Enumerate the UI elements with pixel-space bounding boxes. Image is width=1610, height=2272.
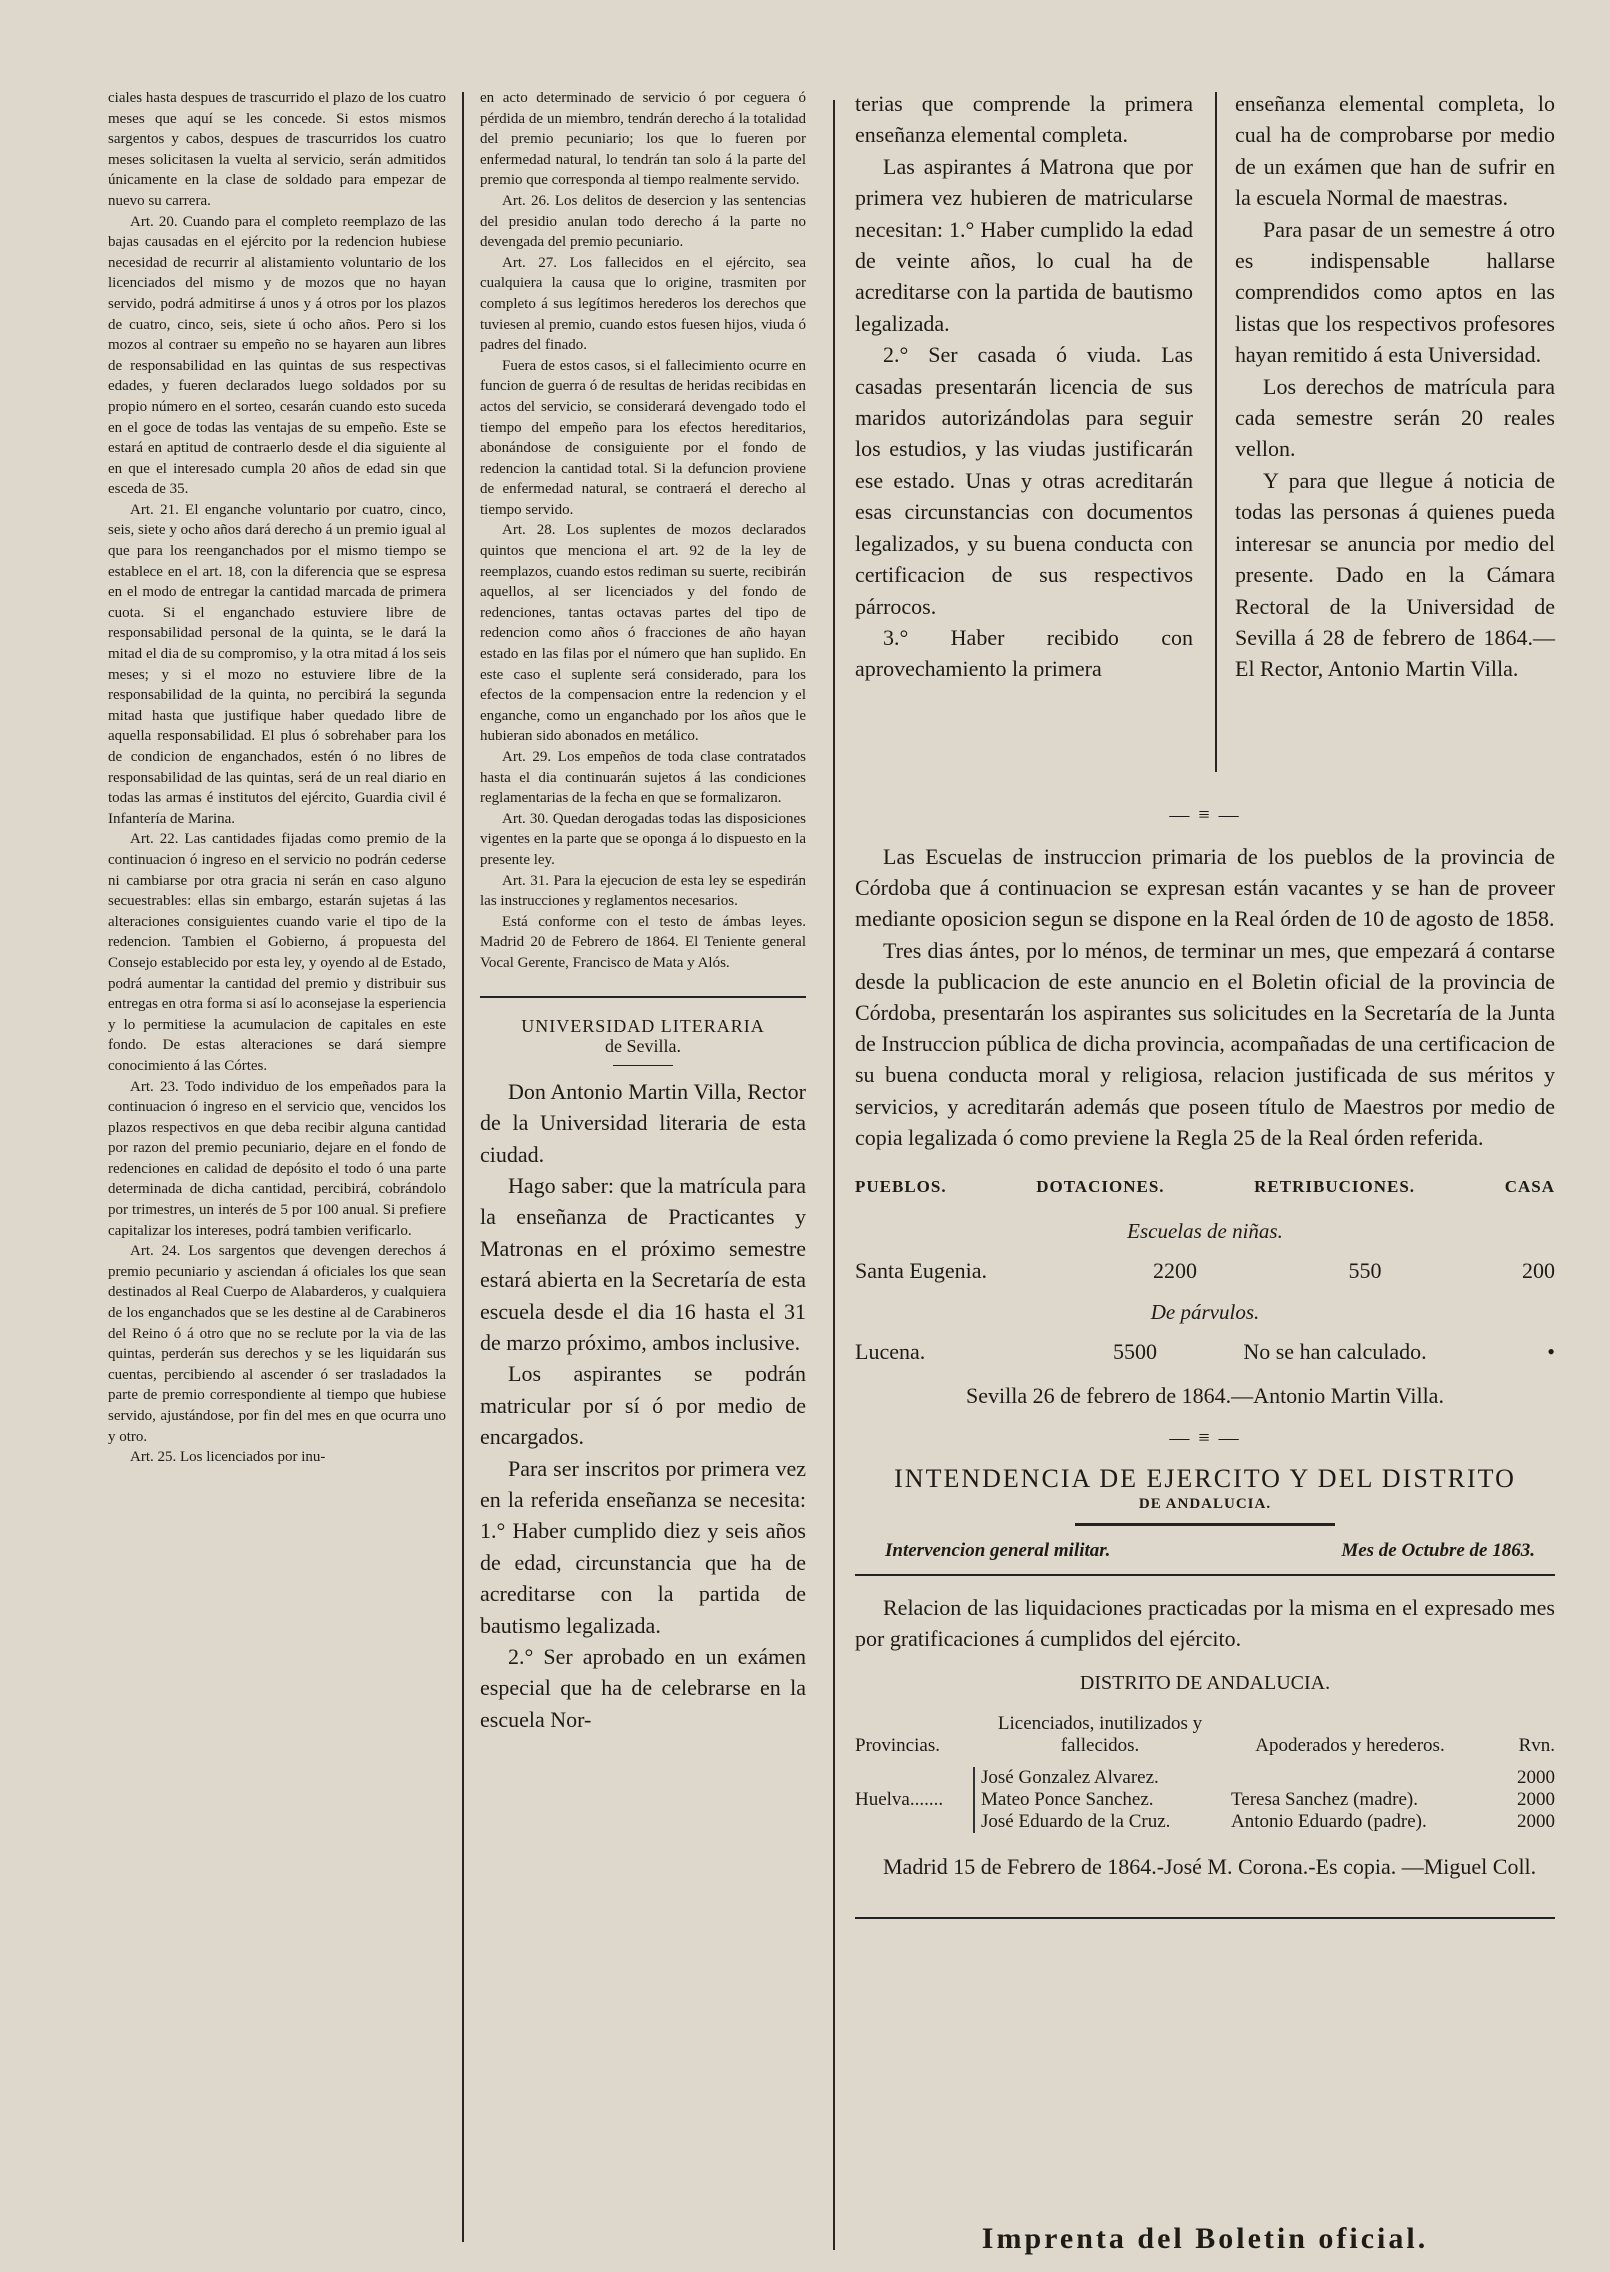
name-cell: José Gonzalez Alvarez. — [981, 1767, 1159, 1789]
schools-table-header — [855, 1177, 1555, 1197]
paragraph: Art. 27. Los fallecidos en el ejército, sea cualquiera la causa que lo origine, trasmiten por completo á sus legítimos herederos los derechos que tuviesen al premio, cuando estos fuesen hijos, viuda ó padres del finado. — [480, 254, 806, 354]
table-row — [855, 1339, 1555, 1365]
cell-casa: 200 — [1522, 1258, 1555, 1284]
section-divider — [855, 1574, 1555, 1576]
relacion-paragraph: Relacion de las liquidaciones practicadas por la misma en el expresado mes por gratificaciones á cumplidos del ejército. — [855, 1595, 1555, 1652]
university-subtitle: de Sevilla. — [605, 1036, 681, 1057]
distrito-heading: DISTRITO DE ANDALUCIA. — [1079, 1672, 1331, 1695]
paragraph: Hago saber: que la matrícula para la enseñanza de Practicantes y Matronas en el próximo semestre estará abierta en la Secretaría de esta escuela desde el dia 16 hasta el 31 de marzo próximo, ambos inclusive. — [480, 1172, 806, 1355]
paragraph: Para pasar de un semestre á otro es indispensable hallarse comprendidos como aptos en las listas que los respectivos profesores hayan remitido á esta Universidad. — [1235, 216, 1555, 368]
separator: — ≡ — — [1169, 1427, 1241, 1450]
paragraph: Está conforme con el testo de ámbas leyes. Madrid 20 de Febrero de 1864. El Teniente general Vocal Gerente, Francisco de Mata y Alós. — [480, 913, 806, 971]
name-cell: José Eduardo de la Cruz. — [981, 1811, 1171, 1833]
footer-imprint: Imprenta del Boletin oficial. — [981, 2222, 1429, 2255]
paragraph: Art. 23. Todo individuo de los empeñados para la continuacion ó ingreso en el servicio que, vencidos los plazos respectivos en que deba recibir alguna cantidad por razon del premio pecuniario, dejare en el fondo de redenciones en calidad de depósito el todo ó una parte determinada de dicha cantidad, percibirá, cobrándolo por trimestres, un interés de 5 por 100 anual. Si prefiere capitalizar los intereses, podrá tambien verificarlo. — [108, 1078, 446, 1239]
column-4 — [1235, 88, 1555, 685]
paragraph: 2.° Ser casada ó viuda. Las casadas presentarán licencia de sus maridos autorizándolas para seguir los estudios, y las viudas justificarán ese estado. Unas y otras acreditarán esas circunstancias con documentos legalizados, y su buena conducta con certificacion de sus respectivos párrocos. — [855, 342, 1193, 619]
paragraph: 3.° Haber recibido con aprovechamiento la primera — [855, 624, 1193, 682]
paragraph: terias que comprende la primera enseñanza elemental completa. — [855, 91, 1193, 148]
liquidations-header — [855, 1713, 1555, 1757]
liquidations-rows — [973, 1767, 1555, 1833]
paragraph: Art. 30. Quedan derogadas todas las disposiciones vigentes en la parte que se oponga á lo dispuesto en la presente ley. — [480, 810, 806, 868]
paragraph: Para ser inscritos por primera vez en la referida enseñanza se necesita: 1.° Haber cumplido diez y seis años de edad, circunstancia que ha de acreditarse con la partida de bautismo legalizada. — [480, 1455, 806, 1638]
cell-retribucion: No se han calculado. — [1243, 1339, 1427, 1365]
paragraph: Art. 29. Los empeños de toda clase contratados hasta el dia continuarán sujetos á las condiciones reglamentarias de la fecha en que se formalizaron. — [480, 749, 806, 807]
amount-cell: 2000 — [1517, 1811, 1555, 1833]
paragraph: Tres dias ántes, por lo ménos, de terminar un mes, que empezará á contarse desde la publicacion de este anuncio en el Boletin oficial de la provincia de Córdoba, presentarán los aspirantes sus solicitudes en la Secretaría de la Junta de Instruccion pública de dicha provincia, acompañadas de una certificacion de su buena conducta moral y religiosa, relacion justificada de sus méritos y servicios, y acreditarán además que poseen título de Maestros por medio de copia legalizada ó como previene la Regla 25 de la Real órden referida. — [855, 937, 1555, 1150]
amount-cell: 2000 — [1517, 1789, 1555, 1811]
heir-cell: Teresa Sanchez (madre). — [1231, 1789, 1418, 1811]
bottom-rule — [855, 1917, 1555, 1919]
amount-cell: 2000 — [1517, 1767, 1555, 1789]
paragraph: Art. 21. El enganche voluntario por cuatro, cinco, seis, siete y ocho años dará derecho á un premio igual al que para los reenganchados por el mismo tiempo se establece en el art. 18, con la diferencia que se espresa en el modo de entregar la cantidad marcada de primera cuota. Si el enganchado estuviere libre de responsabilidad personal de la quinta, se le dará la mitad el dia de su compromiso, y la otra mitad á los seis meses; y si el mozo no estuviere libre de la responsabilidad de la quinta, no percibirá la segunda mitad hasta que justifique haber quedado libre de aquella responsabilidad. El plus ó sobrehaber para los de condicion de enganchados, estén ó no libres de responsabilidad de las quintas, será de un real diario en todas las armas é institutos del ejército, Guardia civil é Infantería de Marina. — [108, 501, 446, 827]
right-caption: Mes de Octubre de 1863. — [1341, 1540, 1535, 1562]
cell-casa: • — [1547, 1339, 1555, 1365]
escuelas-notice — [855, 790, 1555, 1919]
col-licenciados: Licenciados, inutilizados y fallecidos. — [997, 1713, 1203, 1757]
left-caption: Intervencion general militar. — [885, 1540, 1111, 1562]
paragraph: Art. 24. Los sargentos que devengen derechos á premio pecuniario y asciendan á oficiales los que sean destinados al Real Cuerpo de Alabarderos, y cualquiera de los enganchados que se les destine al de Carabineros del Reino ó á otro que no se reclute por la via de las quintas, perderán sus derechos y se les liquidarán sus cuentas, percibiendo al ascender ó ser trasladados la parte de premio correspondiente al tiempo que hubiese servido, ajustándose, por fin del mes en que ocurra uno y otro. — [108, 1243, 446, 1445]
column-rule — [1215, 92, 1217, 772]
header-casa: CASA — [1504, 1177, 1555, 1197]
paragraph: en acto determinado de servicio ó por ceguera ó pérdida de un miembro, tendrán derecho á la totalidad del premio pecuniario; los que lo fueren por enfermedad natural, lo tendrán tan solo á la parte del premio que corresponda al tiempo realmente servido. — [480, 90, 806, 189]
paragraph: Fuera de estos casos, si el fallecimiento ocurre en funcion de guerra ó de resultas de heridas recibidas en actos del servicio, se considerará devengado todo el tiempo del empeño para los efectos hereditarios, abonándose de consiguiente por el fondo de redencion la cantidad total. Si la defuncion proviene de enfermedad natural, se contraerá el derecho al tiempo servido. — [480, 357, 806, 518]
university-notice — [480, 1076, 806, 1736]
header-retribuciones: RETRIBUCIONES. — [1254, 1177, 1416, 1197]
paragraph: Art. 22. Las cantidades fijadas como premio de la continuacion ó ingreso en el servicio no podrán cederse ni cambiarse por otra gracia ni serán en caso alguno secuestrables: ellas sin embargo, estarán sujetas á las alteraciones consiguientes cuando varie el tipo de la redencion. Tambien el Gobierno, á propuesta del Consejo establecido por esta ley, y oyendo al de Estado, podrá aumentar la cantidad del premio y distribuir sus entregas en otra forma si así lo aconsejase la esperiencia y lo permitiese la acumulacion de capitales en este fondo. De estas alteraciones se dará siempre conocimiento á las Córtes. — [108, 831, 446, 1074]
paragraph: enseñanza elemental completa, lo cual ha de comprobarse por medio de un exámen que han de sufrir en la escuela Normal de maestras. — [1235, 91, 1555, 211]
paragraph: Art. 28. Los suplentes de mozos declarados quintos que menciona el art. 92 de la ley de reemplazos, cuando estos rediman su suerte, recibirán aquellos, al ser licenciados y del fondo de redenciones, tantas octavas partes del tipo de redencion como años ó fracciones de año hayan estado en las filas por el número que han suplido. En este caso el suplente será considerado, para los efectos de la compensacion entre la redencion y el enganche, como un enganchado por los años que le hubieran sido abonados en metálico. — [480, 522, 806, 745]
table-row — [981, 1789, 1555, 1811]
province-cell: Huelva....... — [855, 1789, 944, 1811]
column-rule — [833, 100, 835, 2250]
intendencia-captions — [855, 1540, 1555, 1562]
cell-pueblo: Santa Eugenia. — [855, 1258, 987, 1284]
header-pueblos: PUEBLOS. — [855, 1177, 947, 1197]
paragraph: Las Escuelas de instruccion primaria de los pueblos de la provincia de Córdoba que á continuacion se expresan están vacantes y se han de proveer mediante oposicion segun se dispone en la Real órden de 10 de agosto de 1858. — [855, 844, 1555, 932]
university-title: UNIVERSIDAD LITERARIA — [521, 1015, 765, 1036]
intendencia-subtitle: DE ANDALUCIA. — [1138, 1496, 1272, 1513]
paragraph: Art. 25. Los licenciados por inu- — [130, 1449, 326, 1466]
paragraph: Don Antonio Martin Villa, Rector de la Universidad literaria de esta ciudad. — [480, 1078, 806, 1167]
col-apoderados: Apoderados y herederos. — [1255, 1735, 1445, 1757]
table-row — [981, 1811, 1555, 1833]
liquidations-body — [855, 1767, 1555, 1833]
intendencia-signature: Madrid 15 de Febrero de 1864.-José M. Corona.-Es copia. —Miguel Coll. — [883, 1854, 1537, 1880]
col-provincias: Provincias. — [855, 1735, 940, 1757]
paragraph: Los derechos de matrícula para cada semestre serán 20 reales vellon. — [1235, 373, 1555, 462]
column-rule — [462, 92, 464, 2242]
name-cell: Mateo Ponce Sanchez. — [981, 1789, 1154, 1811]
paragraph: Art. 20. Cuando para el completo reemplazo de las bajas causadas en el ejército por la redencion hubiese necesidad de recurrir al alistamiento voluntario de los licenciados del mismo y de mozos que no hayan servido, podrá admitirse á unos y á otros por los plazos de cuatro, cinco, seis, siete ú ocho años. Pero si los mozos al contraer su empeño no se hayaren aun libres de responsabilidad en las quintas de sus respectivas edades, y fueren declarados luego soldados por su propio número en el sorteo, cesarán cuando esto suceda en el goce de todas las ventajas de su empeño. Este se estará en aptitud de contraerlo desde el dia siguiente al en que el interesado cumpla 20 años de edad sin que esceda de 35. — [108, 213, 446, 498]
paragraph: Art. 31. Para la ejecucion de esta ley se espedirán las instrucciones y reglamentos necesarios. — [480, 872, 806, 910]
col-rvn: Rvn. — [1518, 1735, 1555, 1757]
paragraph: 2.° Ser aprobado en un exámen especial que ha de celebrarse en la escuela Nor- — [480, 1644, 806, 1732]
section-caption: Escuelas de niñas. — [1127, 1219, 1283, 1244]
separator: — ≡ — — [1169, 804, 1241, 826]
intendencia-title: INTENDENCIA DE EJERCITO Y DEL DISTRITO — [894, 1464, 1516, 1494]
section-divider — [613, 1065, 673, 1066]
section-caption: De párvulos. — [1150, 1300, 1260, 1325]
paragraph: Y para que llegue á noticia de todas las personas á quienes pueda interesar se anuncia por medio del presente. Dado en la Cámara Rectoral de la Universidad de Sevilla á 28 de febrero de 1864.— El Rector, Antonio Martin Villa. — [1235, 467, 1555, 682]
column-3 — [855, 88, 1193, 685]
section-divider — [480, 996, 806, 998]
ornament-divider — [1075, 1523, 1335, 1526]
cell-pueblo: Lucena. — [855, 1339, 926, 1365]
paragraph: ciales hasta despues de trascurrido el plazo de los cuatro meses que aquí se les concede. Si estos mismos sargentos y cabos, despues de trascurridos los cuatro meses solicitasen la vuelta al servicio, serán admitidos únicamente en la clase de soldado para empezar de nuevo su carrera. — [108, 90, 446, 209]
signature: Sevilla 26 de febrero de 1864.—Antonio Martin Villa. — [966, 1383, 1444, 1409]
header-dotaciones: DOTACIONES. — [1036, 1177, 1165, 1197]
heir-cell: Antonio Eduardo (padre). — [1231, 1811, 1427, 1833]
column-2 — [480, 88, 806, 1735]
column-1 — [108, 88, 446, 1468]
cell-dotacion: 5500 — [1113, 1339, 1157, 1365]
cell-retribucion: 550 — [1348, 1258, 1382, 1284]
paragraph: Art. 26. Los delitos de desercion y las sentencias del presidio anulan todo derecho á la parte no devengada del premio pecuniario. — [480, 192, 806, 251]
paragraph: Los aspirantes se podrán matricular por sí ó por medio de encargados. — [480, 1361, 806, 1450]
cell-dotacion: 2200 — [1153, 1258, 1197, 1284]
table-row — [855, 1258, 1555, 1284]
heir-cell — [1231, 1767, 1481, 1789]
paragraph: Las aspirantes á Matrona que por primera vez hubieren de matricularse necesitan: 1.° Haber cumplido la edad de veinte años, lo cual ha de acreditarse con la partida de bautismo legalizada. — [855, 153, 1193, 336]
table-row — [981, 1767, 1555, 1789]
